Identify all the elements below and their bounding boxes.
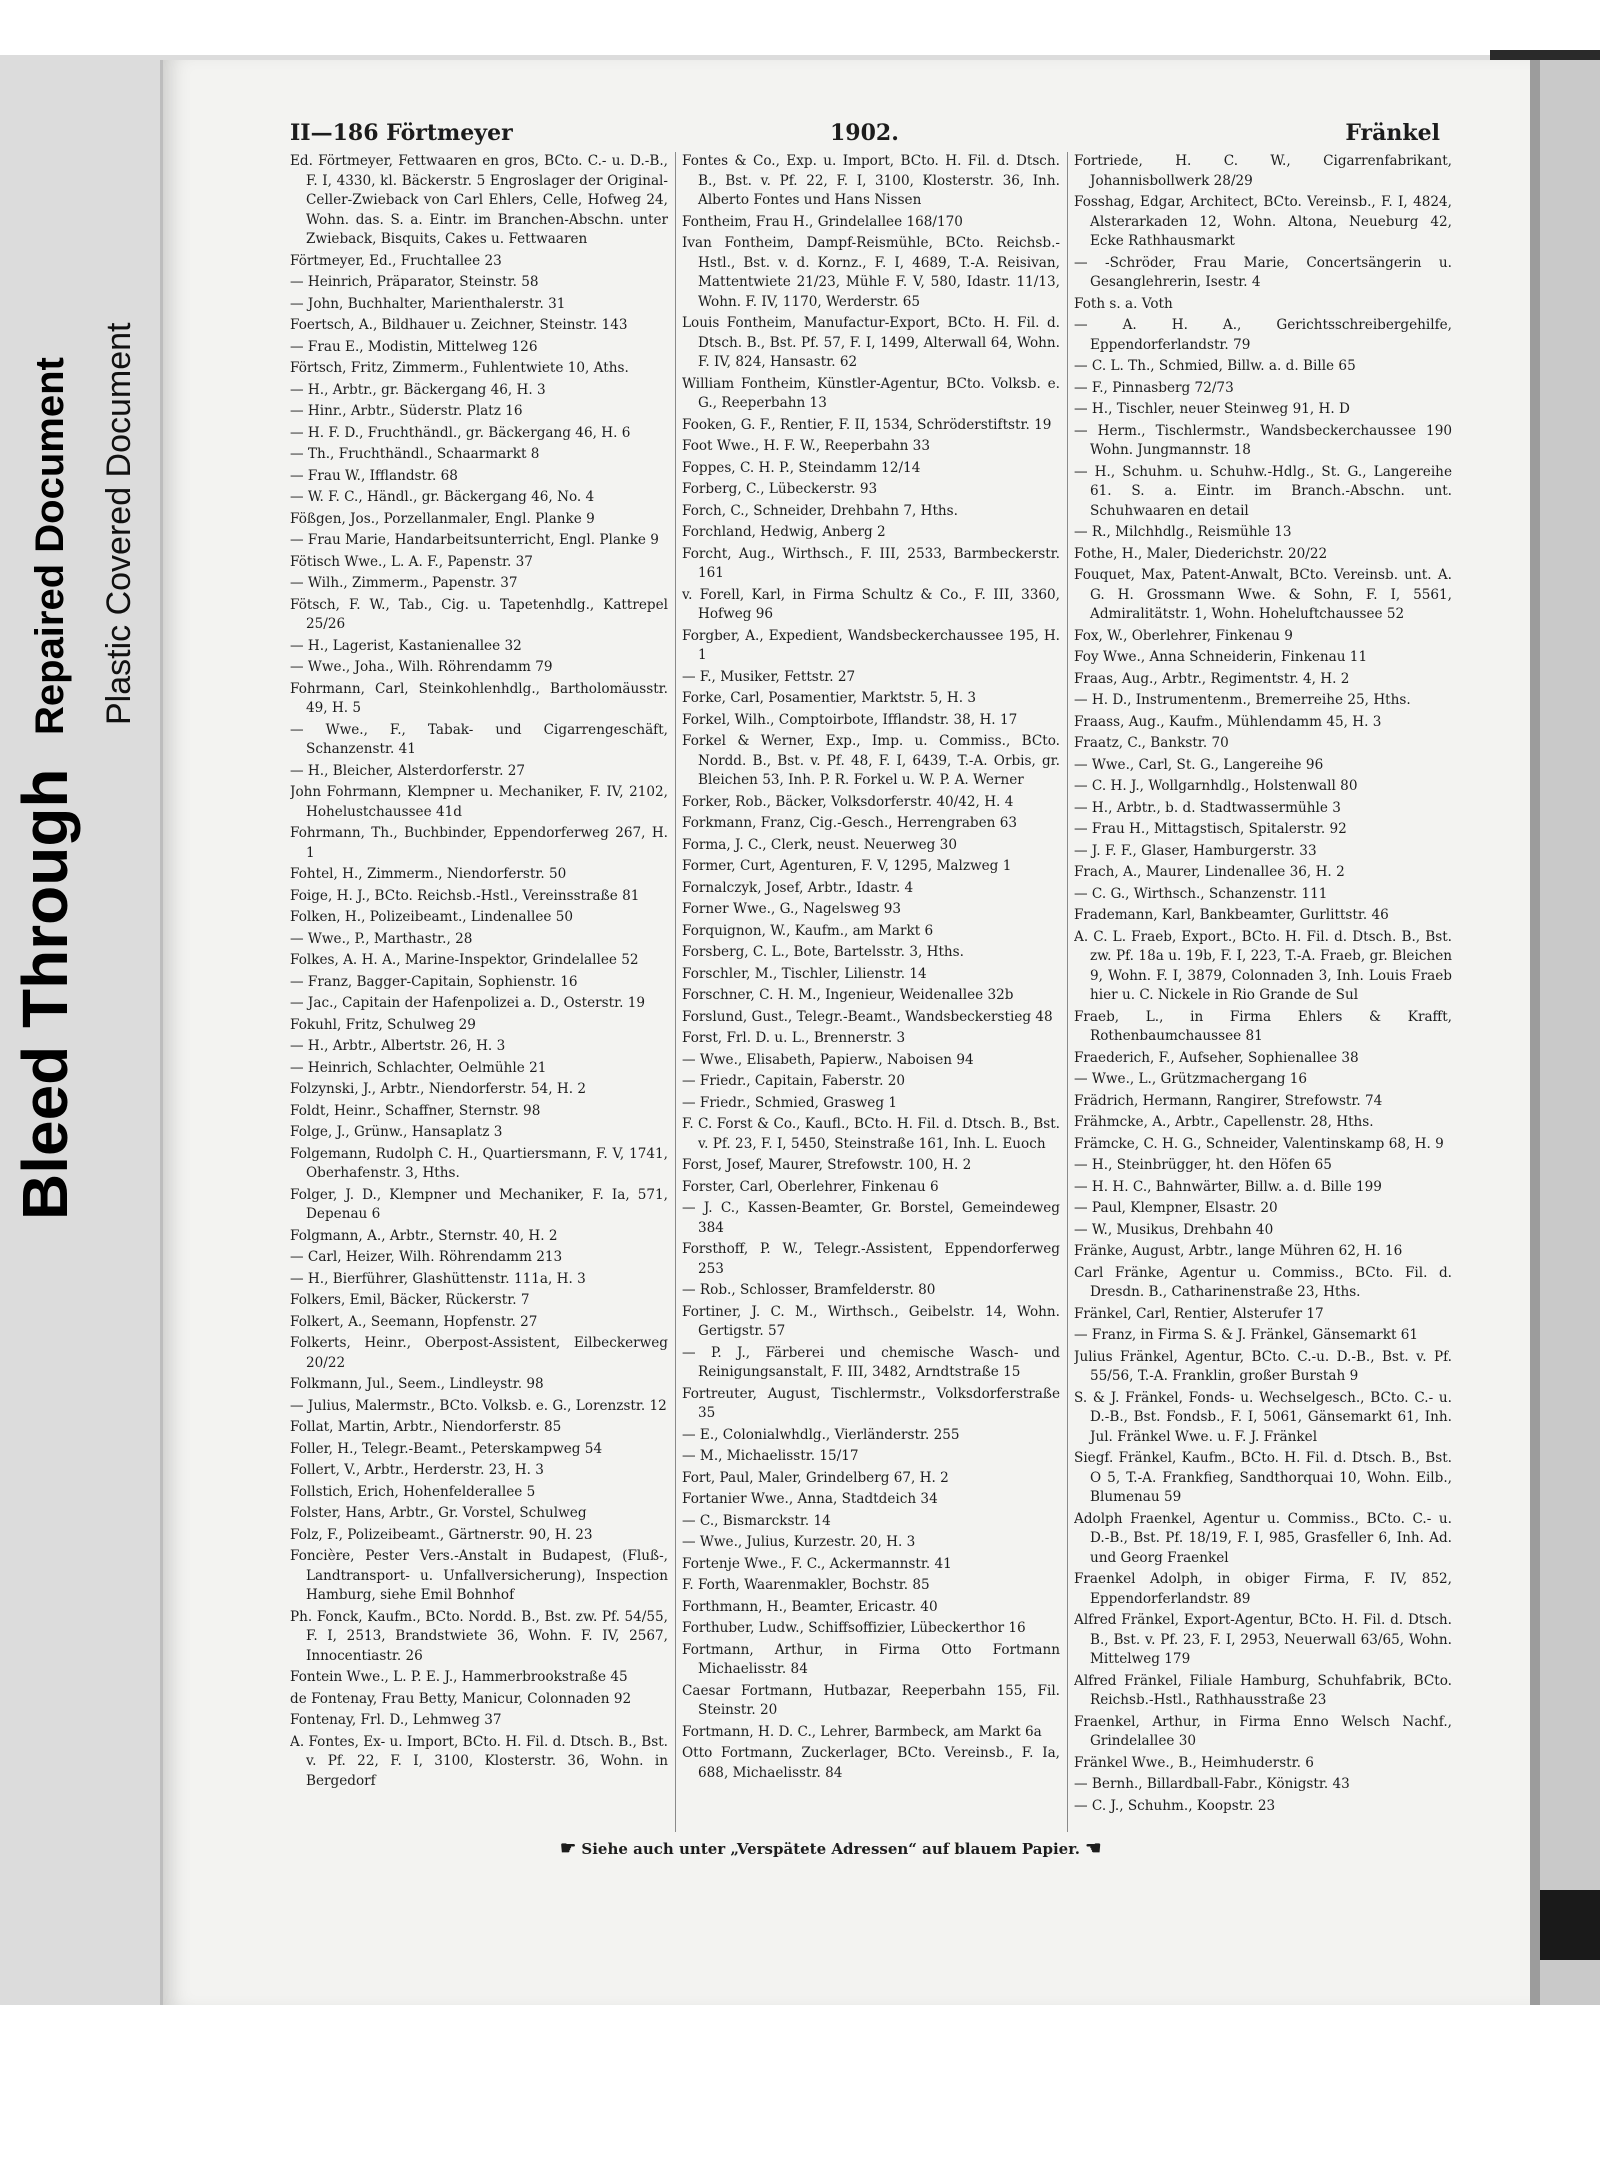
directory-entry: — P. J., Färberei und chemische Wasch- und Reinigungsanstalt, F. III, 3482, Arndtstraße 15 bbox=[682, 1344, 1060, 1380]
directory-entry: Folkes, A. H. A., Marine-Inspektor, Grindelallee 52 bbox=[290, 952, 639, 968]
directory-entry: — C. L. Th., Schmied, Billw. a. d. Bille 65 bbox=[1074, 358, 1356, 374]
directory-entry: Fortanier Wwe., Anna, Stadtdeich 34 bbox=[682, 1491, 938, 1507]
directory-entry: Foy Wwe., Anna Schneiderin, Finkenau 11 bbox=[1074, 649, 1368, 665]
directory-entry: — H., Bierführer, Glashüttenstr. 111a, H. 3 bbox=[290, 1270, 586, 1287]
directory-entry: Forst, Josef, Maurer, Strefowstr. 100, H. 2 bbox=[682, 1157, 972, 1173]
directory-entry: — W., Musikus, Drehbahn 40 bbox=[1074, 1221, 1274, 1238]
directory-entry: — C. G., Wirthsch., Schanzenstr. 111 bbox=[1074, 885, 1328, 902]
directory-entry: — M., Michaelisstr. 15/17 bbox=[682, 1448, 859, 1464]
directory-entry: Fraenkel, Arthur, in Firma Enno Welsch Nachf., Grindelallee 30 bbox=[1074, 1713, 1452, 1749]
directory-entry: — Frau W., Ifflandstr. 68 bbox=[290, 467, 458, 484]
directory-column-1 bbox=[290, 152, 668, 1832]
pointing-hand-icon: ☛ bbox=[560, 1838, 577, 1859]
directory-entry: — Frau E., Modistin, Mittelweg 126 bbox=[290, 338, 538, 355]
directory-entry: — Wwe., Joha., Wilh. Röhrendamm 79 bbox=[290, 659, 553, 675]
directory-entry: Forchland, Hedwig, Anberg 2 bbox=[682, 524, 886, 540]
directory-entry: — H. H. C., Bahnwärter, Billw. a. d. Bille 199 bbox=[1074, 1178, 1382, 1195]
directory-entry: Forster, Carl, Oberlehrer, Finkenau 6 bbox=[682, 1178, 939, 1195]
directory-entry: Fortiner, J. C. M., Wirthsch., Geibelstr. 14, Wohn. Gertigstr. 57 bbox=[682, 1303, 1060, 1339]
directory-entry: Folkerts, Heinr., Oberpost-Assistent, Eilbeckerweg 20/22 bbox=[290, 1335, 668, 1371]
directory-entry: Forkel & Werner, Exp., Imp. u. Commiss., BCto. Nordd. B., Bst. v. Pf. 48, F. I, 6439, T.-A. Orbis, gr. Bleichen 53, Inh. P. R. Forkel u. W. P. A. Werner bbox=[682, 733, 1060, 788]
scan-artifact-block bbox=[1540, 1890, 1600, 1960]
directory-entry: — Carl, Heizer, Wilh. Röhrendamm 213 bbox=[290, 1249, 563, 1265]
directory-entry: Fosshag, Edgar, Architect, BCto. Vereinsb., F. I, 4824, Alsterarkaden 12, Wohn. Altona, Neueburg 42, Ecke Rathhausmarkt bbox=[1074, 194, 1452, 249]
directory-entry: — C. H. J., Wollgarnhdlg., Holstenwall 80 bbox=[1074, 778, 1358, 794]
directory-entry: Forst, Frl. D. u. L., Brennerstr. 3 bbox=[682, 1030, 906, 1046]
directory-entry: Louis Fontheim, Manufactur-Export, BCto. H. Fil. d. Dtsch. B., Bst. Pf. 57, F. I, 1499, Alterwall 64, Wohn. F. IV, 824, Hansastr. 62 bbox=[682, 315, 1060, 370]
directory-entry: Fötisch Wwe., L. A. F., Papenstr. 37 bbox=[290, 553, 533, 570]
directory-entry: — H., Arbtr., Albertstr. 26, H. 3 bbox=[290, 1038, 506, 1054]
directory-entry: — H. D., Instrumentenm., Bremerreihe 25, Hths. bbox=[1074, 692, 1411, 708]
directory-entry: Fohrmann, Th., Buchbinder, Eppendorferweg 267, H. 1 bbox=[290, 825, 668, 861]
page-header bbox=[290, 120, 1440, 156]
directory-entry: Fontenay, Frl. D., Lehmweg 37 bbox=[290, 1712, 502, 1728]
header-year: 1902. bbox=[830, 120, 899, 146]
directory-entry: F. C. Forst & Co., Kaufl., BCto. H. Fil. d. Dtsch. B., Bst. v. Pf. 23, F. I, 5450, Steinstraße 161, Inh. L. Euoch bbox=[682, 1116, 1060, 1152]
directory-entry: Fortenje Wwe., F. C., Ackermannstr. 41 bbox=[682, 1555, 952, 1572]
directory-entry: Forkmann, Franz, Cig.-Gesch., Herrengraben 63 bbox=[682, 815, 1018, 831]
directory-entry: — J. C., Kassen-Beamter, Gr. Borstel, Gemeindeweg 384 bbox=[682, 1200, 1060, 1236]
directory-entry: — Wwe., Carl, St. G., Langereihe 96 bbox=[1074, 756, 1324, 773]
directory-entry: Fothe, H., Maler, Diederichstr. 20/22 bbox=[1074, 545, 1328, 562]
directory-entry: Forschler, M., Tischler, Lilienstr. 14 bbox=[682, 965, 927, 982]
directory-entry: Forker, Rob., Bäcker, Volksdorferstr. 40/42, H. 4 bbox=[682, 793, 1014, 810]
directory-columns bbox=[290, 152, 1452, 1832]
directory-entry: — Frau Marie, Handarbeitsunterricht, Engl. Planke 9 bbox=[290, 532, 659, 548]
directory-entry: — C. J., Schuhm., Koopstr. 23 bbox=[1074, 1797, 1276, 1814]
directory-entry: Foertsch, A., Bildhauer u. Zeichner, Steinstr. 143 bbox=[290, 317, 628, 333]
directory-entry: Follert, V., Arbtr., Herderstr. 23, H. 3 bbox=[290, 1462, 544, 1478]
directory-entry: Frach, A., Maurer, Lindenallee 36, H. 2 bbox=[1074, 864, 1345, 880]
directory-entry: — J. F. F., Glaser, Hamburgerstr. 33 bbox=[1074, 842, 1317, 859]
directory-entry: Forthmann, H., Beamter, Ericastr. 40 bbox=[682, 1598, 938, 1615]
directory-entry: Forkel, Wilh., Comptoirbote, Ifflandstr. 38, H. 17 bbox=[682, 711, 1018, 728]
directory-entry: Fornalczyk, Josef, Arbtr., Idastr. 4 bbox=[682, 879, 914, 896]
directory-entry: Fontes & Co., Exp. u. Import, BCto. H. Fil. d. Dtsch. B., Bst. v. Pf. 22, F. I, 3100, Klosterstr. 36, Inh. Alberto Fontes und Hans Nissen bbox=[682, 153, 1060, 208]
directory-entry: — Friedr., Schmied, Grasweg 1 bbox=[682, 1094, 898, 1111]
directory-entry: Follstich, Erich, Hohenfelderallee 5 bbox=[290, 1483, 536, 1500]
directory-entry: — Wwe., P., Marthastr., 28 bbox=[290, 930, 473, 947]
directory-entry: — H., Steinbrügger, ht. den Höfen 65 bbox=[1074, 1157, 1332, 1173]
directory-entry: — Wwe., Elisabeth, Papierw., Naboisen 94 bbox=[682, 1051, 974, 1068]
directory-entry: Folken, H., Polizeibeamt., Lindenallee 50 bbox=[290, 909, 574, 925]
directory-entry: Fraederich, F., Aufseher, Sophienallee 38 bbox=[1074, 1049, 1359, 1066]
directory-entry: Adolph Fraenkel, Agentur u. Commiss., BCto. C.- u. D.-B., Bst. Pf. 18/19, F. I, 985, Grasfeller 6, Inh. Ad. und Georg Fraenkel bbox=[1074, 1510, 1452, 1566]
directory-entry: — John, Buchhalter, Marienthalerstr. 31 bbox=[290, 295, 566, 312]
header-range-end: Fränkel bbox=[1345, 120, 1440, 146]
directory-entry: — Frau H., Mittagstisch, Spitalerstr. 92 bbox=[1074, 821, 1347, 837]
footer-text: Siehe auch unter „Verspätete Adressen“ auf blauem Papier. bbox=[581, 1840, 1080, 1858]
directory-entry: Julius Fränkel, Agentur, BCto. C.-u. D.-B., Bst. v. Pf. 55/56, T.-A. Franklin, großer Burstah 9 bbox=[1074, 1348, 1452, 1384]
directory-entry: Fouquet, Max, Patent-Anwalt, BCto. Vereinsb. unt. A. G. H. Grossmann Wwe. & Sohn, F. I, 5561, Admiralitätstr. 1, Wohn. Hoheluftchaussee 52 bbox=[1074, 567, 1452, 622]
directory-entry: Fraass, Aug., Kaufm., Mühlendamm 45, H. 3 bbox=[1074, 713, 1382, 730]
directory-entry: Fortriede, H. C. W., Cigarrenfabrikant, Johannisbollwerk 28/29 bbox=[1074, 153, 1452, 189]
directory-entry: Folgmann, A., Arbtr., Sternstr. 40, H. 2 bbox=[290, 1227, 558, 1244]
directory-entry: John Fohrmann, Klempner u. Mechaniker, F. IV, 2102, Hohelustchaussee 41d bbox=[290, 784, 668, 820]
directory-entry: Ph. Fonck, Kaufm., BCto. Nordd. B., Bst. zw. Pf. 54/55, F. I, 2513, Brandstwiete 36, Wohn. F. IV, 2567, Innocentiastr. 26 bbox=[290, 1608, 668, 1664]
directory-entry: — A. H. A., Gerichtsschreibergehilfe, Eppendorferlandstr. 79 bbox=[1074, 317, 1452, 353]
directory-entry: William Fontheim, Künstler-Agentur, BCto. Volksb. e. G., Reeperbahn 13 bbox=[682, 375, 1060, 411]
directory-entry: — Paul, Klempner, Elsastr. 20 bbox=[1074, 1200, 1278, 1216]
scan-right-margin bbox=[1540, 60, 1600, 2005]
directory-entry: — H., Tischler, neuer Steinweg 91, H. D bbox=[1074, 401, 1350, 417]
directory-entry: Folger, J. D., Klempner und Mechaniker, F. Ia, 571, Depenau 6 bbox=[290, 1186, 668, 1222]
directory-entry: — H., Arbtr., b. d. Stadtwassermühle 3 bbox=[1074, 799, 1341, 816]
directory-entry: S. & J. Fränkel, Fonds- u. Wechselgesch., BCto. C.- u. D.-B., Bst. Fondsb., F. I, 5061, Gänsemarkt 61, Inh. Jul. Fränkel Wwe. u. F. J. Fränkel bbox=[1074, 1389, 1452, 1445]
directory-entry: Foppes, C. H. P., Steindamm 12/14 bbox=[682, 459, 921, 476]
directory-entry: Forslund, Gust., Telegr.-Beamt., Wandsbeckerstieg 48 bbox=[682, 1008, 1053, 1025]
directory-entry: Folz, F., Polizeibeamt., Gärtnerstr. 90, H. 23 bbox=[290, 1526, 593, 1543]
directory-entry: Caesar Fortmann, Hutbazar, Reeperbahn 155, Fil. Steinstr. 20 bbox=[682, 1682, 1060, 1718]
directory-entry: Foller, H., Telegr.-Beamt., Peterskampweg 54 bbox=[290, 1440, 603, 1457]
directory-entry: — F., Pinnasberg 72/73 bbox=[1074, 379, 1234, 396]
header-page-ref: II—186 Förtmeyer bbox=[290, 120, 513, 146]
directory-entry: Folkmann, Jul., Seem., Lindleystr. 98 bbox=[290, 1376, 544, 1392]
directory-entry: Fraas, Aug., Arbtr., Regimentstr. 4, H. 2 bbox=[1074, 670, 1350, 687]
directory-entry: — Friedr., Capitain, Faberstr. 20 bbox=[682, 1073, 906, 1089]
directory-entry: Fort, Paul, Maler, Grindelberg 67, H. 2 bbox=[682, 1469, 949, 1486]
directory-entry: — H. F. D., Fruchthändl., gr. Bäckergang 46, H. 6 bbox=[290, 424, 631, 441]
directory-entry: Fontein Wwe., L. P. E. J., Hammerbrookstraße 45 bbox=[290, 1669, 628, 1685]
directory-entry: — Wwe., Julius, Kurzestr. 20, H. 3 bbox=[682, 1534, 916, 1550]
directory-entry: — Jac., Capitain der Hafenpolizei a. D., Osterstr. 19 bbox=[290, 995, 646, 1011]
directory-entry: Folkert, A., Seemann, Hopfenstr. 27 bbox=[290, 1313, 538, 1330]
directory-entry: Forch, C., Schneider, Drehbahn 7, Hths. bbox=[682, 502, 958, 519]
directory-entry: Fohrmann, Carl, Steinkohlenhdlg., Bartholomäusstr. 49, H. 5 bbox=[290, 680, 668, 716]
directory-entry: — Th., Fruchthändl., Schaarmarkt 8 bbox=[290, 446, 540, 462]
directory-entry: Foot Wwe., H. F. W., Reeperbahn 33 bbox=[682, 438, 930, 454]
directory-entry: Folster, Hans, Arbtr., Gr. Vorstel, Schulweg bbox=[290, 1505, 587, 1521]
directory-entry: Forner Wwe., G., Nagelsweg 93 bbox=[682, 901, 902, 917]
directory-entry: Fooken, G. F., Rentier, F. II, 1534, Schröderstiftstr. 19 bbox=[682, 416, 1052, 433]
directory-entry: Foth s. a. Voth bbox=[1074, 295, 1173, 312]
directory-entry: Fraatz, C., Bankstr. 70 bbox=[1074, 735, 1229, 751]
directory-entry: Forcht, Aug., Wirthsch., F. III, 2533, Barmbeckerstr. 161 bbox=[682, 545, 1060, 581]
directory-entry: — Wilh., Zimmerm., Papenstr. 37 bbox=[290, 575, 518, 591]
directory-entry: Fohtel, H., Zimmerm., Niendorferstr. 50 bbox=[290, 866, 567, 882]
directory-entry: v. Forell, Karl, in Firma Schultz & Co., F. III, 3360, Hofweg 96 bbox=[682, 586, 1060, 622]
directory-entry: A. Fontes, Ex- u. Import, BCto. H. Fil. d. Dtsch. B., Bst. v. Pf. 22, F. I, 3100, Klosterstr. 36, Wohn. in Bergedorf bbox=[290, 1733, 668, 1789]
directory-entry: Foncière, Pester Vers.-Anstalt in Budapest, (Fluß-, Landtransport- u. Unfallversicherung), Inspection Hamburg, siehe Emil Bohnhof bbox=[290, 1548, 668, 1603]
directory-entry: Fraenkel Adolph, in obiger Firma, F. IV, 852, Eppendorferlandstr. 89 bbox=[1074, 1571, 1452, 1607]
directory-entry: Forthuber, Ludw., Schiffsoffizier, Lübeckerthor 16 bbox=[682, 1620, 1026, 1636]
directory-column-2 bbox=[682, 152, 1060, 1832]
directory-entry: Forberg, C., Lübeckerstr. 93 bbox=[682, 481, 878, 497]
directory-entry: Foldt, Heinr., Schaffner, Sternstr. 98 bbox=[290, 1102, 541, 1119]
directory-entry: Siegf. Fränkel, Kaufm., BCto. H. Fil. d. Dtsch. B., Bst. O 5, T.-A. Frankfieg, Sandthorquai 10, Wohn. Eilb., Blumenau 59 bbox=[1074, 1450, 1452, 1505]
label-bleed-through: Bleed Through bbox=[9, 768, 81, 1220]
directory-entry: Forsthoff, P. W., Telegr.-Assistent, Eppendorferweg 253 bbox=[682, 1241, 1060, 1277]
directory-entry: Forsberg, C. L., Bote, Bartelsstr. 3, Hths. bbox=[682, 944, 964, 960]
label-repaired-document: Repaired Document bbox=[28, 357, 72, 735]
directory-entry: — Heinrich, Schlachter, Oelmühle 21 bbox=[290, 1059, 547, 1076]
directory-entry: Fontheim, Frau H., Grindelallee 168/170 bbox=[682, 213, 963, 230]
directory-column-3 bbox=[1074, 152, 1452, 1832]
directory-entry: Fortmann, H. D. C., Lehrer, Barmbeck, am Markt 6a bbox=[682, 1723, 1042, 1740]
directory-entry: — W. F. C., Händl., gr. Bäckergang 46, No. 4 bbox=[290, 489, 595, 505]
directory-entry: Former, Curt, Agenturen, F. V, 1295, Malzweg 1 bbox=[682, 858, 1012, 874]
page-footer-note bbox=[560, 1838, 1260, 1868]
directory-entry: Follat, Martin, Arbtr., Niendorferstr. 85 bbox=[290, 1419, 562, 1435]
directory-entry: Forquignon, W., Kaufm., am Markt 6 bbox=[682, 922, 934, 939]
directory-entry: Folgemann, Rudolph C. H., Quartiersmann, F. V, 1741, Oberhafenstr. 3, Hths. bbox=[290, 1145, 668, 1181]
directory-entry: — H., Bleicher, Alsterdorferstr. 27 bbox=[290, 762, 526, 779]
directory-entry: — Heinrich, Präparator, Steinstr. 58 bbox=[290, 274, 539, 290]
directory-entry: Carl Fränke, Agentur u. Commiss., BCto. Fil. d. Dresdn. B., Catharinenstraße 23, Hths. bbox=[1074, 1264, 1452, 1300]
directory-entry: Fränkel, Carl, Rentier, Alsterufer 17 bbox=[1074, 1305, 1324, 1322]
directory-entry: — C., Bismarckstr. 14 bbox=[682, 1512, 831, 1529]
pointing-hand-icon: ☚ bbox=[1085, 1838, 1102, 1859]
directory-entry: Foige, H. J., BCto. Reichsb.-Hstl., Vereinsstraße 81 bbox=[290, 887, 640, 904]
directory-entry: — H., Lagerist, Kastanienallee 32 bbox=[290, 637, 522, 654]
directory-entry: F. Forth, Waarenmakler, Bochstr. 85 bbox=[682, 1577, 930, 1593]
directory-entry: — Wwe., F., Tabak- und Cigarrengeschäft, Schanzenstr. 41 bbox=[290, 721, 668, 757]
directory-entry: — Rob., Schlosser, Bramfelderstr. 80 bbox=[682, 1282, 936, 1298]
label-plastic-covered: Plastic Covered Document bbox=[100, 322, 138, 725]
directory-entry: — F., Musiker, Fettstr. 27 bbox=[682, 668, 856, 685]
directory-entry: Fraeb, L., in Firma Ehlers & Krafft, Rothenbaumchaussee 81 bbox=[1074, 1008, 1452, 1044]
directory-entry: de Fontenay, Frau Betty, Manicur, Colonnaden 92 bbox=[290, 1690, 632, 1707]
directory-entry: Alfred Fränkel, Filiale Hamburg, Schuhfabrik, BCto. Reichsb.-Hstl., Rathhausstraße 23 bbox=[1074, 1672, 1452, 1708]
directory-entry: — Herm., Tischlermstr., Wandsbeckerchaussee 190 Wohn. Jungmannstr. 18 bbox=[1074, 422, 1452, 458]
directory-entry: — Hinr., Arbtr., Süderstr. Platz 16 bbox=[290, 403, 523, 419]
directory-entry: Fößgen, Jos., Porzellanmaler, Engl. Planke 9 bbox=[290, 510, 595, 527]
directory-entry: Forke, Carl, Posamentier, Marktstr. 5, H. 3 bbox=[682, 690, 977, 706]
directory-entry: Frademann, Karl, Bankbeamter, Gurlittstr. 46 bbox=[1074, 907, 1389, 923]
directory-entry: Forschner, C. H. M., Ingenieur, Weidenallee 32b bbox=[682, 987, 1014, 1003]
directory-entry: Förtsch, Fritz, Zimmerm., Fuhlentwiete 10, Aths. bbox=[290, 360, 629, 376]
directory-entry: — R., Milchhdlg., Reismühle 13 bbox=[1074, 524, 1292, 540]
directory-entry: Frähmcke, A., Arbtr., Capellenstr. 28, Hths. bbox=[1074, 1114, 1374, 1130]
directory-entry: Fötsch, F. W., Tab., Cig. u. Tapetenhdlg., Kattrepel 25/26 bbox=[290, 596, 668, 632]
directory-entry: Fortmann, Arthur, in Firma Otto Fortmann Michaelisstr. 84 bbox=[682, 1641, 1060, 1677]
directory-entry: Forma, J. C., Clerk, neust. Neuerweg 30 bbox=[682, 836, 957, 853]
directory-entry: — H., Schuhm. u. Schuhw.-Hdlg., St. G., Langereihe 61. S. a. Eintr. im Branch.-Abschn. unt. Schuhwaaren en detail bbox=[1074, 463, 1452, 519]
directory-entry: Fränke, August, Arbtr., lange Mühren 62, H. 16 bbox=[1074, 1243, 1403, 1259]
directory-entry: — Franz, in Firma S. & J. Fränkel, Gänsemarkt 61 bbox=[1074, 1327, 1419, 1343]
directory-entry: Ed. Förtmeyer, Fettwaaren en gros, BCto. C.- u. D.-B., F. I, 4330, kl. Bäckerstr. 5 Engroslager der Original-Celler-Zwieback von Carl Ehlers, Celle, Hofweg 24, Wohn. das. S. a. Eintr. im Branchen-Abschn. unter Zwieback, Bisquits, Cakes u. Fettwaaren bbox=[290, 153, 668, 247]
directory-entry: Fränkel Wwe., B., Heimhuderstr. 6 bbox=[1074, 1754, 1314, 1771]
directory-entry: — Julius, Malermstr., BCto. Volksb. e. G., Lorenzstr. 12 bbox=[290, 1397, 667, 1414]
directory-entry: Fokuhl, Fritz, Schulweg 29 bbox=[290, 1016, 476, 1033]
directory-entry: — H., Arbtr., gr. Bäckergang 46, H. 3 bbox=[290, 381, 546, 398]
directory-entry: — Bernh., Billardball-Fabr., Königstr. 43 bbox=[1074, 1776, 1350, 1792]
side-labels bbox=[0, 230, 160, 1230]
directory-entry: Alfred Fränkel, Export-Agentur, BCto. H. Fil. d. Dtsch. B., Bst. v. Pf. 23, F. I, 2953, Neuerwall 63/65, Wohn. Mittelweg 179 bbox=[1074, 1612, 1452, 1667]
directory-entry: — Franz, Bagger-Capitain, Sophienstr. 16 bbox=[290, 973, 578, 990]
directory-entry: Forgber, A., Expedient, Wandsbeckerchaussee 195, H. 1 bbox=[682, 627, 1060, 663]
directory-entry: Fortreuter, August, Tischlermstr., Volksdorferstraße 35 bbox=[682, 1385, 1060, 1421]
page-right-edge bbox=[1530, 60, 1540, 2005]
directory-entry: Otto Fortmann, Zuckerlager, BCto. Vereinsb., F. Ia, 688, Michaelisstr. 84 bbox=[682, 1745, 1060, 1781]
directory-entry: Ivan Fontheim, Dampf-Reismühle, BCto. Reichsb.-Hstl., Bst. v. d. Kornz., F. I, 4689, T.-A. Reisivan, Mattentwiete 21/23, Mühle F. V, 580, Idastr. 11/13, Wohn. F. IV, 1170, Werderstr. 65 bbox=[682, 235, 1060, 310]
directory-entry: — E., Colonialwhdlg., Vierländerstr. 255 bbox=[682, 1426, 960, 1443]
directory-entry: Folge, J., Grünw., Hansaplatz 3 bbox=[290, 1124, 503, 1140]
directory-entry: Främcke, C. H. G., Schneider, Valentinskamp 68, H. 9 bbox=[1074, 1135, 1444, 1152]
directory-entry: Folzynski, J., Arbtr., Niendorferstr. 54, H. 2 bbox=[290, 1081, 586, 1097]
directory-entry: Folkers, Emil, Bäcker, Rückerstr. 7 bbox=[290, 1292, 530, 1308]
directory-entry: Förtmeyer, Ed., Fruchtallee 23 bbox=[290, 252, 502, 269]
directory-entry: Frädrich, Hermann, Rangirer, Strefowstr. 74 bbox=[1074, 1092, 1383, 1109]
directory-entry: Fox, W., Oberlehrer, Finkenau 9 bbox=[1074, 627, 1293, 644]
directory-entry: A. C. L. Fraeb, Export., BCto. H. Fil. d. Dtsch. B., Bst. zw. Pf. 18a u. 19b, F. I, 223, T.-A. Fraeb, gr. Bleichen 9, Wohn. F. I, 3879, Colonnaden 3, Inh. Louis Fraeb hier u. C. Nickele in Rio Grande de Sul bbox=[1074, 928, 1452, 1003]
directory-entry: — Wwe., L., Grützmachergang 16 bbox=[1074, 1071, 1308, 1087]
directory-entry: — -Schröder, Frau Marie, Concertsängerin u. Gesanglehrerin, Isestr. 4 bbox=[1074, 254, 1452, 290]
